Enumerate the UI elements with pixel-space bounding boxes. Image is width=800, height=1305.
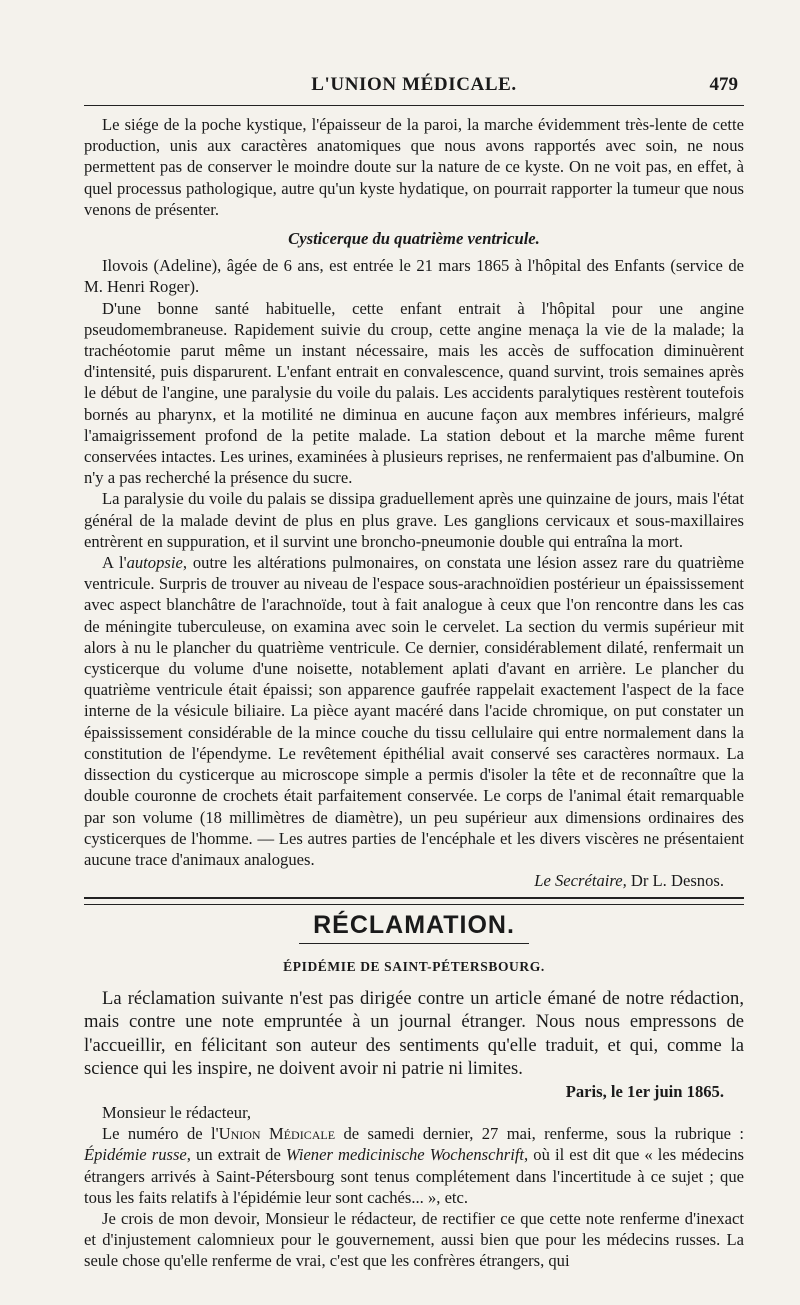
text-run: , où il est dit que « les médecins étrangers arrivés à Saint-Pétersbourg sont tenus complétement dans l'incertitude à ce sujet ; que tous les faits relatifs à l'épidémie leur sont cachés... », etc. [84,1145,744,1207]
title-underline [299,943,529,944]
autopsy-text: , outre les altérations pulmonaires, on constata une lésion assez rare du quatrième ventricule. Surpris de trouver au niveau de l'espace sous-arachnoïdien postérieur un épaississement avec aspect blanchâtre de l'arachnoïde, tout à fait analogue à ceux que l'on rencontre dans les cas de méningite tuberculeuse, on examina avec soin le cervelet. La section du vermis supérieur mit alors à nu le plancher du quatrième ventricule. Ce dernier, considérablement dilaté, renfermait un cysticerque du volume d'une noisette, notablement aplati d'avant en arrière. Le plancher du quatrième ventricule était épaissi; son apparence gaufrée rappelait exactement l'aspect de la face interne de la vésicule biliaire. La pièce ayant macéré dans l'acide chromique, on put constater un épaississement considérable de la mince couche du tissu cellulaire qui entre normalement dans la constitution de l'épendyme. Le revêtement épithélial avait conservé ses caractères normaux. La dissection du cysticerque au microscope simple a permis d'isoler la tête et de reconnaître que la double couronne de crochets était parfaitement conservée. Le corps de l'animal était remarquable par son volume (18 millimètres de diamètre), un peu supérieur aux dimensions ordinaires des cysticerques de l'homme. — Les autres parties de l'encéphale et les divers viscères ne présentaient aucune trace d'animaux analogues. [84,553,744,869]
letter-salutation: Monsieur le rédacteur, [102,1102,252,1122]
page-number: 479 [709,74,738,95]
reclamation-subtitle: ÉPIDÉMIE DE SAINT-PÉTERSBOURG. [283,958,545,974]
page-header [84,72,744,102]
signature-name: Dr L. Desnos. [630,871,724,891]
running-title: L'UNION MÉDICALE. [311,74,517,95]
section-divider [84,897,744,905]
paragraph-clinical-course: D'une bonne santé habituelle, cette enfant entrait à l'hôpital pour une angine pseudomembraneuse. Rapidement suivie du croup, cette angine menaça la vie de la malade; la trachéotomie parut même un instant nécessaire, mais les accès de suffocation diminuèrent d'intensité, puis disparurent. L'enfant entrait en convalescence, quand survint, trois semaines après le début de l'angine, une paralysie du voile du palais. Les accidents paralytiques restèrent toutefois bornés au pharynx, et la motilité ne diminua en aucune façon aux membres inférieurs, malgré l'amaigrissement profond de la petite malade. La station debout et la marche même furent conservées intactes. Les urines, examinées à plusieurs reprises, ne renfermaient pas d'albumine. On n'y a pas recherché la présence du sucre. [84,298,744,488]
letter-paragraph-2: Je crois de mon devoir, Monsieur le rédacteur, de rectifier ce que cette note renferme d'inexact et d'injustement calomnieux pour le gouvernement, aussi bien que pour les médecins russes. La seule chose qu'elle renferme de vrai, c'est que les confrères étrangers, qui [84,1208,744,1271]
autopsy-prefix: A l' [102,553,127,573]
paragraph-kyste-conclusion: Le siége de la poche kystique, l'épaisseur de la paroi, la marche évidemment très-lente de cette production, unis aux caractères anatomiques que nous avons rapportés avec soin, ne nous permettent pas de conserver le moindre doute sur la nature de ce kyste. On ne voit pas, en effet, à quel processus pathologique, autre qu'un kyste hydatique, on pourrait rapporter la tumeur que nous venons de présenter. [84,115,744,219]
paragraph-paralysis: La paralysie du voile du palais se dissipa graduellement après une quinzaine de jours, mais l'état général de la malade devint de plus en plus grave. Les ganglions cervicaux et sous-maxillaires entrèrent en suppuration, et il survint une broncho-pneumonie double qui entraîna la mort. [84,489,744,551]
paragraph-patient-intro: Ilovois (Adeline), âgée de 6 ans, est entrée le 21 mars 1865 à l'hôpital des Enfants (service de M. Henri Roger). [84,256,744,297]
editorial-note: La réclamation suivante n'est pas dirigée contre un article émané de notre rédaction, mais contre une note empruntée à un journal étranger. Nous nous empressons de l'accueillir, en félicitant son auteur des sentiments qu'elle traduit, et qui, comme la science qui les inspire, ne doivent avoir ni patrie ni limites. [84,987,744,1080]
paragraph-autopsy [84,552,744,870]
letter-dateline: Paris, le 1er juin 1865. [565,1081,724,1101]
letter-paragraph-1 [84,1123,744,1208]
autopsy-italic: autopsie [126,553,183,573]
text-run: , un extrait de [186,1145,286,1165]
text-run: Le numéro de l' [102,1124,219,1144]
rubric-title: Épidémie russe [84,1145,187,1165]
journal-name: Union Médicale [218,1124,336,1144]
signature [84,870,744,891]
section-subheading: Cysticerque du quatrième ventricule. [288,229,540,249]
signature-label: Le Secrétaire, [534,871,627,891]
text-run: de samedi dernier, 27 mai, renferme, sous la rubrique : [335,1124,745,1144]
reclamation-title: RÉCLAMATION. [313,911,515,940]
article-body [84,114,744,1272]
header-rule [84,105,744,106]
source-journal: Wiener medicinische Wochenschrift [285,1145,525,1165]
